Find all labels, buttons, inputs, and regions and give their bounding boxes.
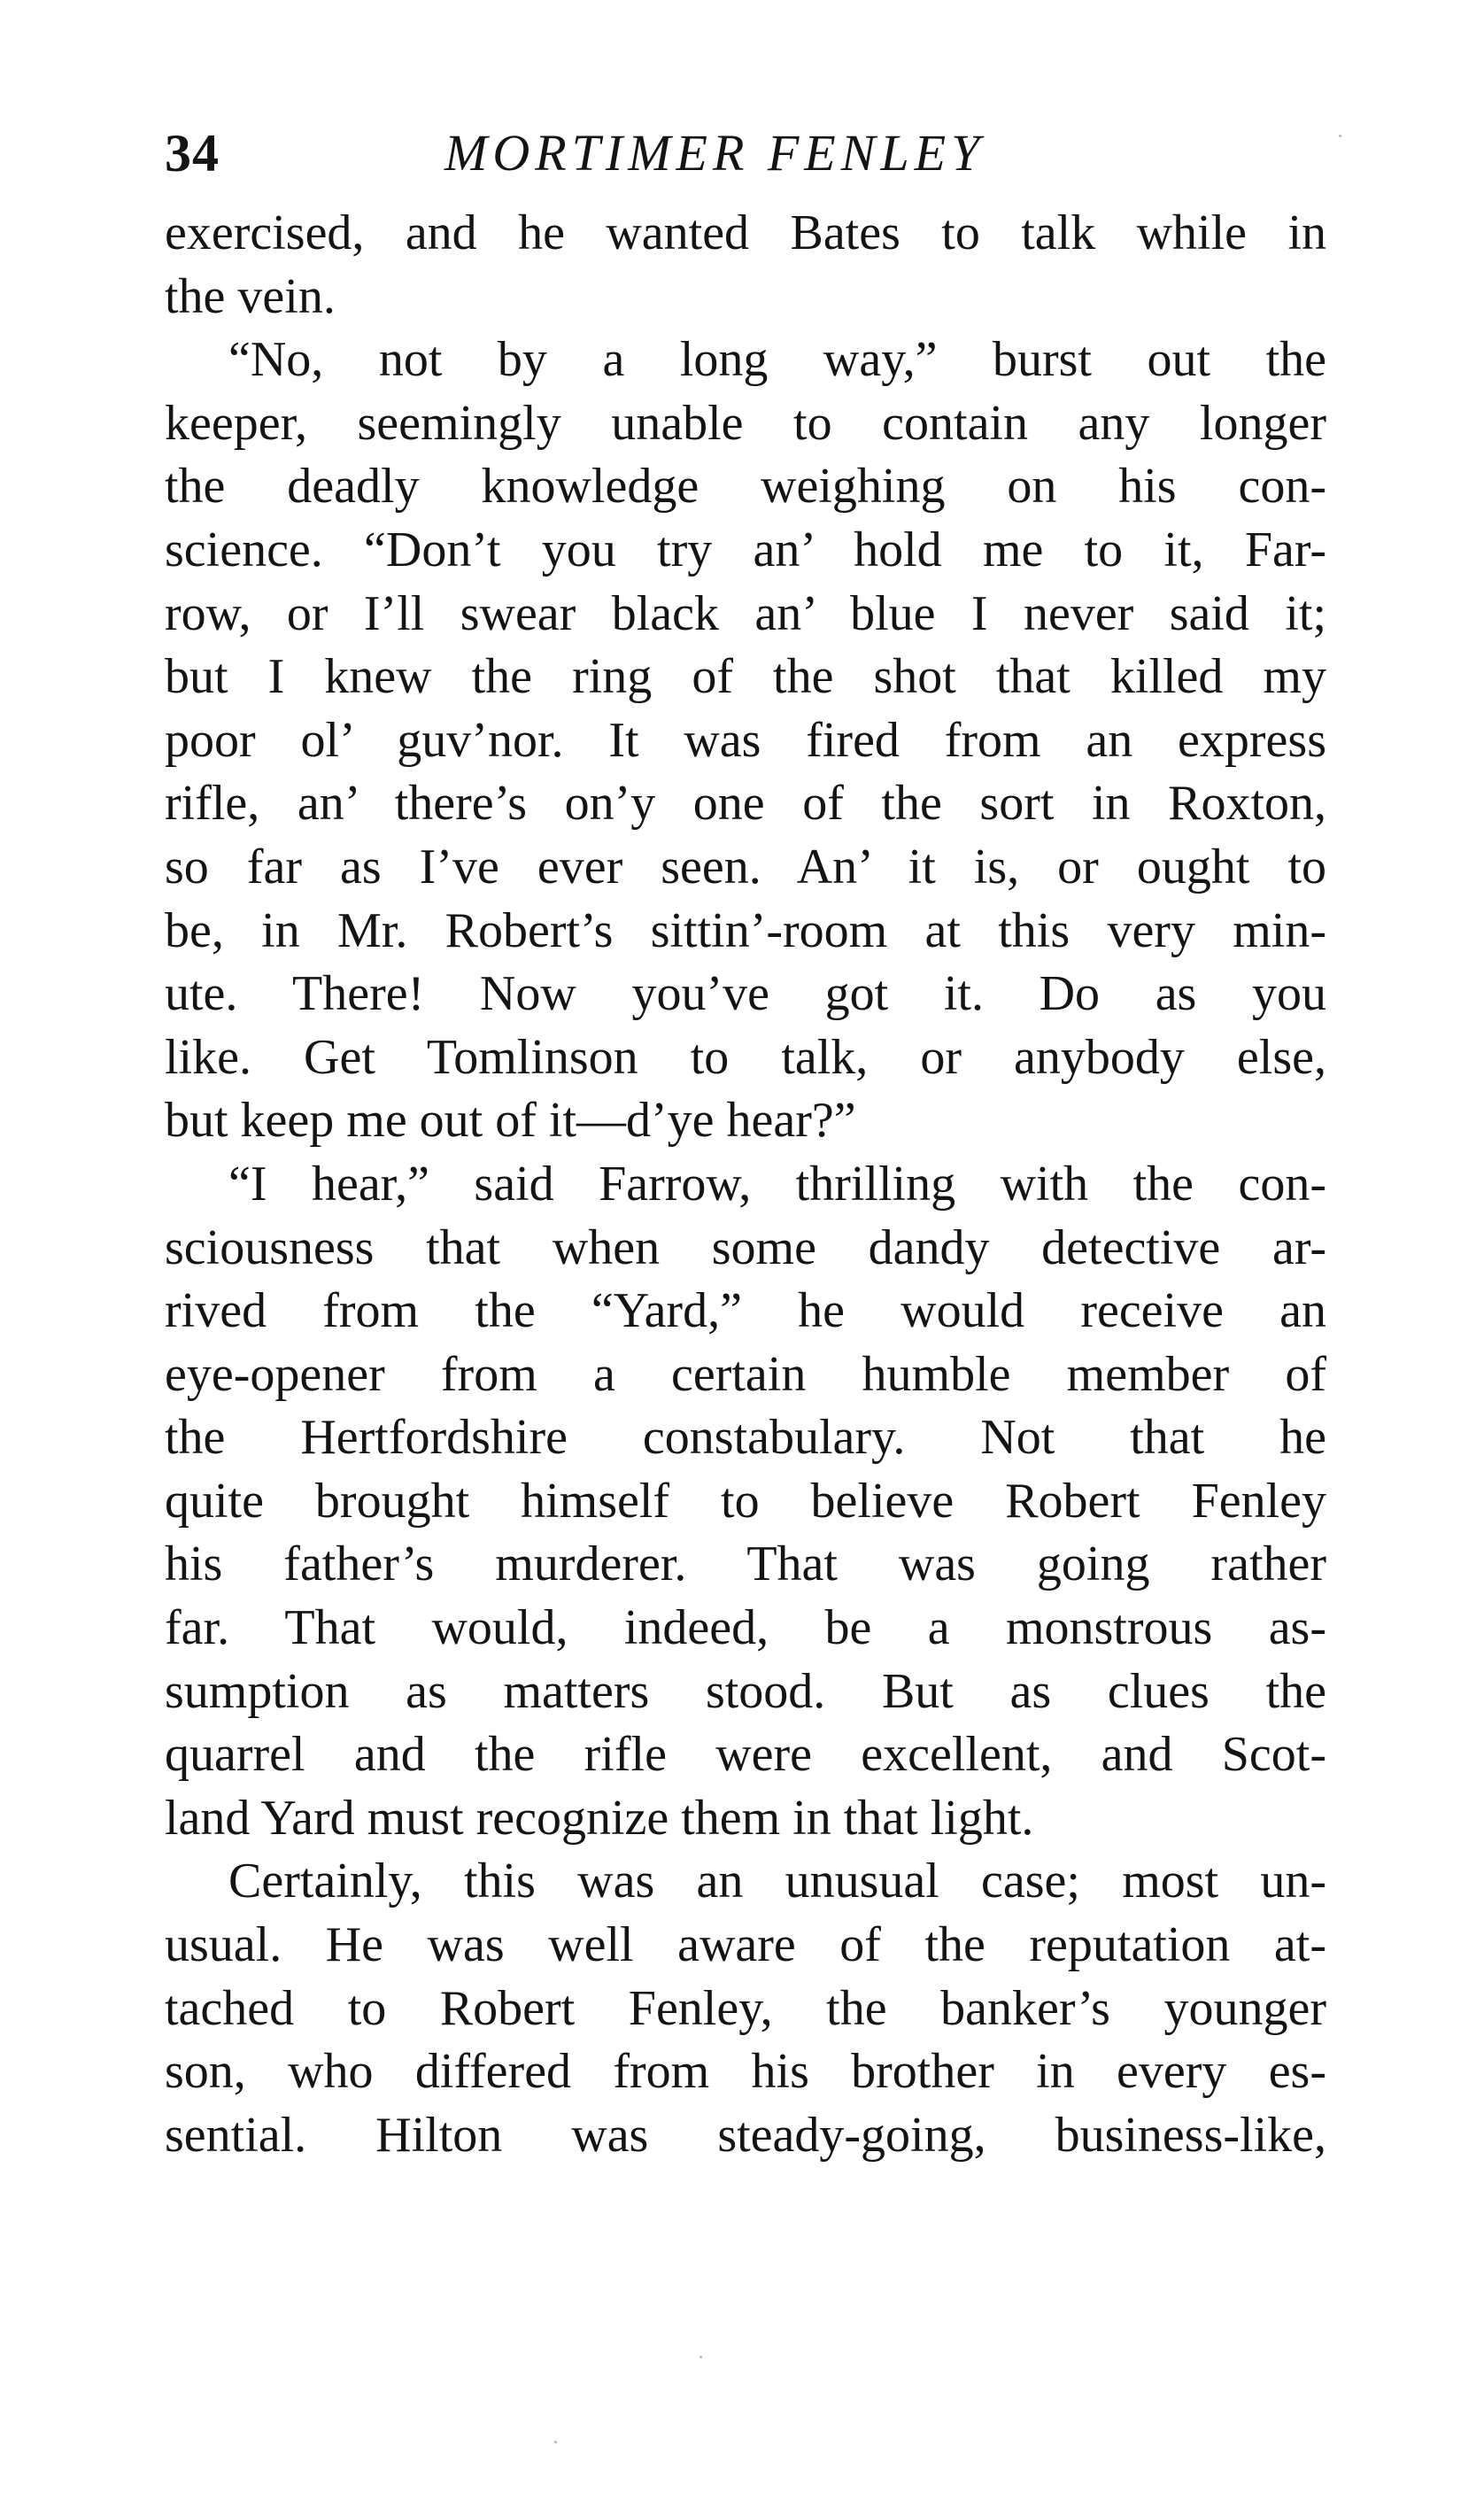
- text-line: the vein.: [165, 268, 336, 324]
- paragraph: [165, 1850, 1326, 2167]
- text-line: the Hertfordshire constabulary. Not that he: [165, 1410, 1326, 1466]
- paper-speck: [554, 2441, 557, 2443]
- text-line: so far as I’ve ever seen. An’ it is, or ought to: [165, 839, 1326, 894]
- text-line: tached to Robert Fenley, the banker’s younger: [165, 1980, 1326, 2036]
- text-line: eye-opener from a certain humble member of: [165, 1346, 1326, 1402]
- text-line: son, who differed from his brother in every es-: [165, 2044, 1326, 2100]
- text-line: “I hear,” said Farrow, thrilling with the con-: [228, 1156, 1326, 1212]
- text-line: like. Get Tomlinson to talk, or anybody else,: [165, 1029, 1326, 1085]
- paragraph: [165, 329, 1326, 1153]
- text-line: usual. He was well aware of the reputation at-: [165, 1917, 1326, 1973]
- paper-speck: [699, 2356, 702, 2358]
- text-line: “No, not by a long way,” burst out the: [228, 332, 1326, 388]
- running-title: MORTIMER FENLEY: [444, 124, 985, 182]
- text-line: row, or I’ll swear black an’ blue I never said it;: [165, 585, 1326, 641]
- text-line: rived from the “Yard,” he would receive an: [165, 1283, 1326, 1339]
- text-line: rifle, an’ there’s on’y one of the sort in Roxton,: [165, 776, 1326, 832]
- text-line: sciousness that when some dandy detective ar-: [165, 1219, 1326, 1275]
- text-line: science. “Don’t you try an’ hold me to it, Far-: [165, 522, 1326, 577]
- paper-speck: [1339, 135, 1341, 137]
- text-line: quarrel and the rifle were excellent, and Scot-: [165, 1727, 1326, 1783]
- text-line: Certainly, this was an unusual case; most un-: [228, 1854, 1326, 1909]
- text-line: be, in Mr. Robert’s sittin’-room at this very min-: [165, 902, 1326, 958]
- text-line: the deadly knowledge weighing on his con-: [165, 459, 1326, 515]
- running-head: [165, 113, 1328, 193]
- text-line: but keep me out of it—d’ye hear?”: [165, 1093, 856, 1149]
- text-line: ute. There! Now you’ve got it. Do as you: [165, 966, 1326, 1022]
- text-line: but I knew the ring of the shot that killed my: [165, 649, 1326, 705]
- text-line: exercised, and he wanted Bates to talk while in: [165, 205, 1326, 260]
- text-line: keeper, seemingly unable to contain any longer: [165, 395, 1326, 451]
- paragraph: [165, 202, 1326, 329]
- paragraph: [165, 1153, 1326, 1851]
- body-text: [165, 202, 1326, 2167]
- text-line: his father’s murderer. That was going rather: [165, 1537, 1326, 1592]
- text-line: poor ol’ guv’nor. It was fired from an express: [165, 712, 1326, 768]
- page-number: 34: [165, 124, 220, 182]
- text-line: sential. Hilton was steady-going, business-like,: [165, 2107, 1326, 2163]
- text-line: quite brought himself to believe Robert Fenley: [165, 1473, 1326, 1529]
- text-line: sumption as matters stood. But as clues the: [165, 1663, 1326, 1719]
- text-line: land Yard must recognize them in that light.: [165, 1790, 1034, 1846]
- text-line: far. That would, indeed, be a monstrous as-: [165, 1600, 1326, 1656]
